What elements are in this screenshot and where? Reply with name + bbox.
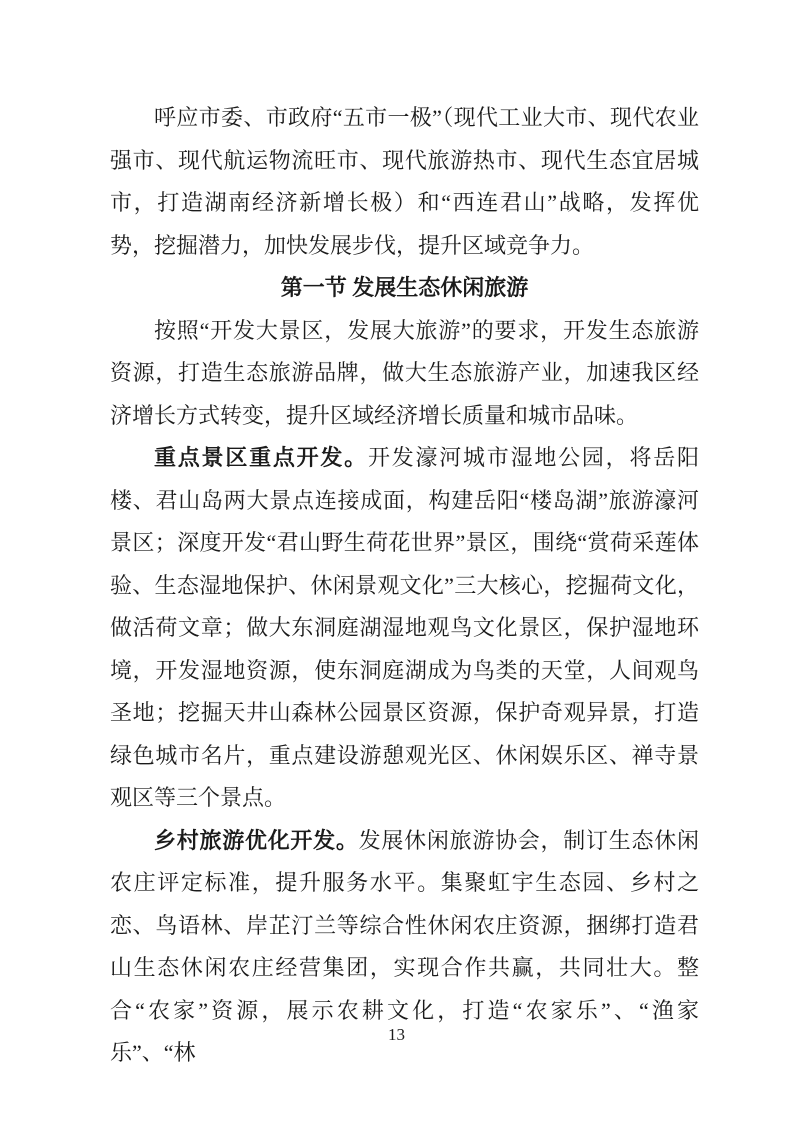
page-number: 13 (388, 1025, 405, 1044)
paragraph-key-scenic-areas-lead: 重点景区重点开发。 (154, 445, 368, 470)
section-heading: 第一节 发展生态休闲旅游 (280, 275, 529, 300)
paragraph-rural-tourism-text: 发展休闲旅游协会，制订生态休闲农庄评定标准，提升服务水平。集聚虹宇生态园、乡村之恋、鸟语林、岸芷汀兰等综合性休闲农庄资源，捆绑打造君山生态休闲农庄经营集团，实现合作共赢，共同壮大。整合“农家”资源，展示农耕文化，打造“农家乐”、“渔家乐”、“林 (110, 827, 699, 1065)
paragraph-rural-tourism-lead: 乡村旅游优化开发。 (154, 827, 359, 853)
paragraph-intro: 呼应市委、市政府“五市一极”（现代工业大市、现代农业强市、现代航运物流旺市、现代旅游热市、现代生态宜居城市，打造湖南经济新增长极）和“西连君山”战略，发挥优势，挖掘潜力，加快发展步伐，提升区域竞争力。 (110, 105, 699, 258)
paragraph-key-scenic-areas-text: 开发濠河城市湿地公园，将岳阳楼、君山岛两大景点连接成面，构建岳阳“楼岛湖”旅游濠河景区；深度开发“君山野生荷花世界”景区，围绕“赏荷采莲体验、生态湿地保护、休闲景观文化”三大核心，挖掘荷文化，做活荷文章；做大东洞庭湖湿地观鸟文化景区，保护湿地环境，开发湿地资源，使东洞庭湖成为鸟类的天堂，人间观鸟圣地；挖掘天井山森林公园景区资源，保护奇观异景，打造绿色城市名片，重点建设游憩观光区、休闲娱乐区、禅寺景观区等三个景点。 (110, 445, 699, 810)
paragraph-key-scenic-areas (110, 437, 699, 820)
paragraph-overview: 按照“开发大景区，发展大旅游”的要求，开发生态旅游资源，打造生态旅游品牌，做大生态旅游产业，加速我区经济增长方式转变，提升区域经济增长质量和城市品味。 (110, 317, 699, 428)
